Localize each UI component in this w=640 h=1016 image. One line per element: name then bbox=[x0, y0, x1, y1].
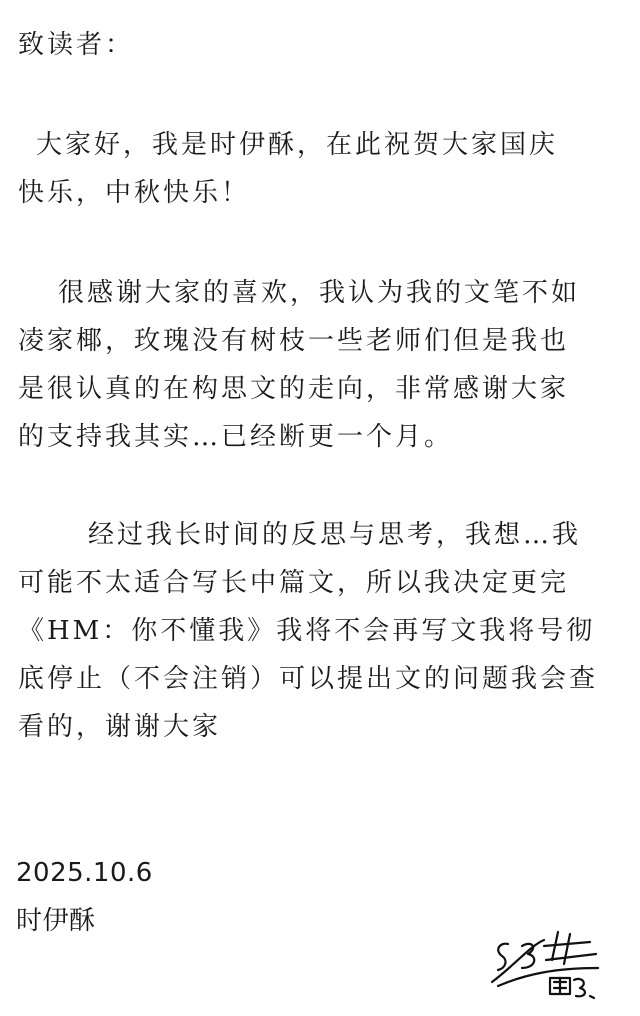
paragraph-3-line-5: 看的，谢谢大家 bbox=[18, 712, 222, 742]
handwritten-signature-icon bbox=[486, 924, 606, 1004]
paragraph-2-line-3: 是很认真的在构思文的走向，非常感谢大家 bbox=[18, 374, 570, 404]
letter-author: 时伊酥 bbox=[16, 906, 96, 936]
paragraph-1-line-2: 快乐，中秋快乐！ bbox=[18, 178, 251, 208]
paragraph-3-line-4: 底停止（不会注销）可以提出文的问题我会查 bbox=[18, 664, 599, 694]
salutation: 致读者： bbox=[18, 30, 135, 60]
paragraph-2-line-2: 凌家椰，玫瑰没有树枝一些老师们但是我也 bbox=[18, 326, 570, 356]
paragraph-2-line-1: 很感谢大家的喜欢，我认为我的文笔不如 bbox=[58, 278, 581, 308]
paragraph-3-line-1: 经过我长时间的反思与思考，我想…我 bbox=[88, 520, 582, 550]
paragraph-1-line-1: 大家好，我是时伊酥，在此祝贺大家国庆 bbox=[36, 130, 559, 160]
paragraph-3-line-3: 《HM：你不懂我》我将不会再写文我将号彻 bbox=[18, 616, 596, 646]
paragraph-3-line-2: 可能不太适合写长中篇文，所以我决定更完 bbox=[18, 568, 570, 598]
letter-date: 2025.10.6 bbox=[16, 858, 153, 888]
paragraph-2-line-4: 的支持我其实…已经断更一个月。 bbox=[18, 422, 454, 452]
